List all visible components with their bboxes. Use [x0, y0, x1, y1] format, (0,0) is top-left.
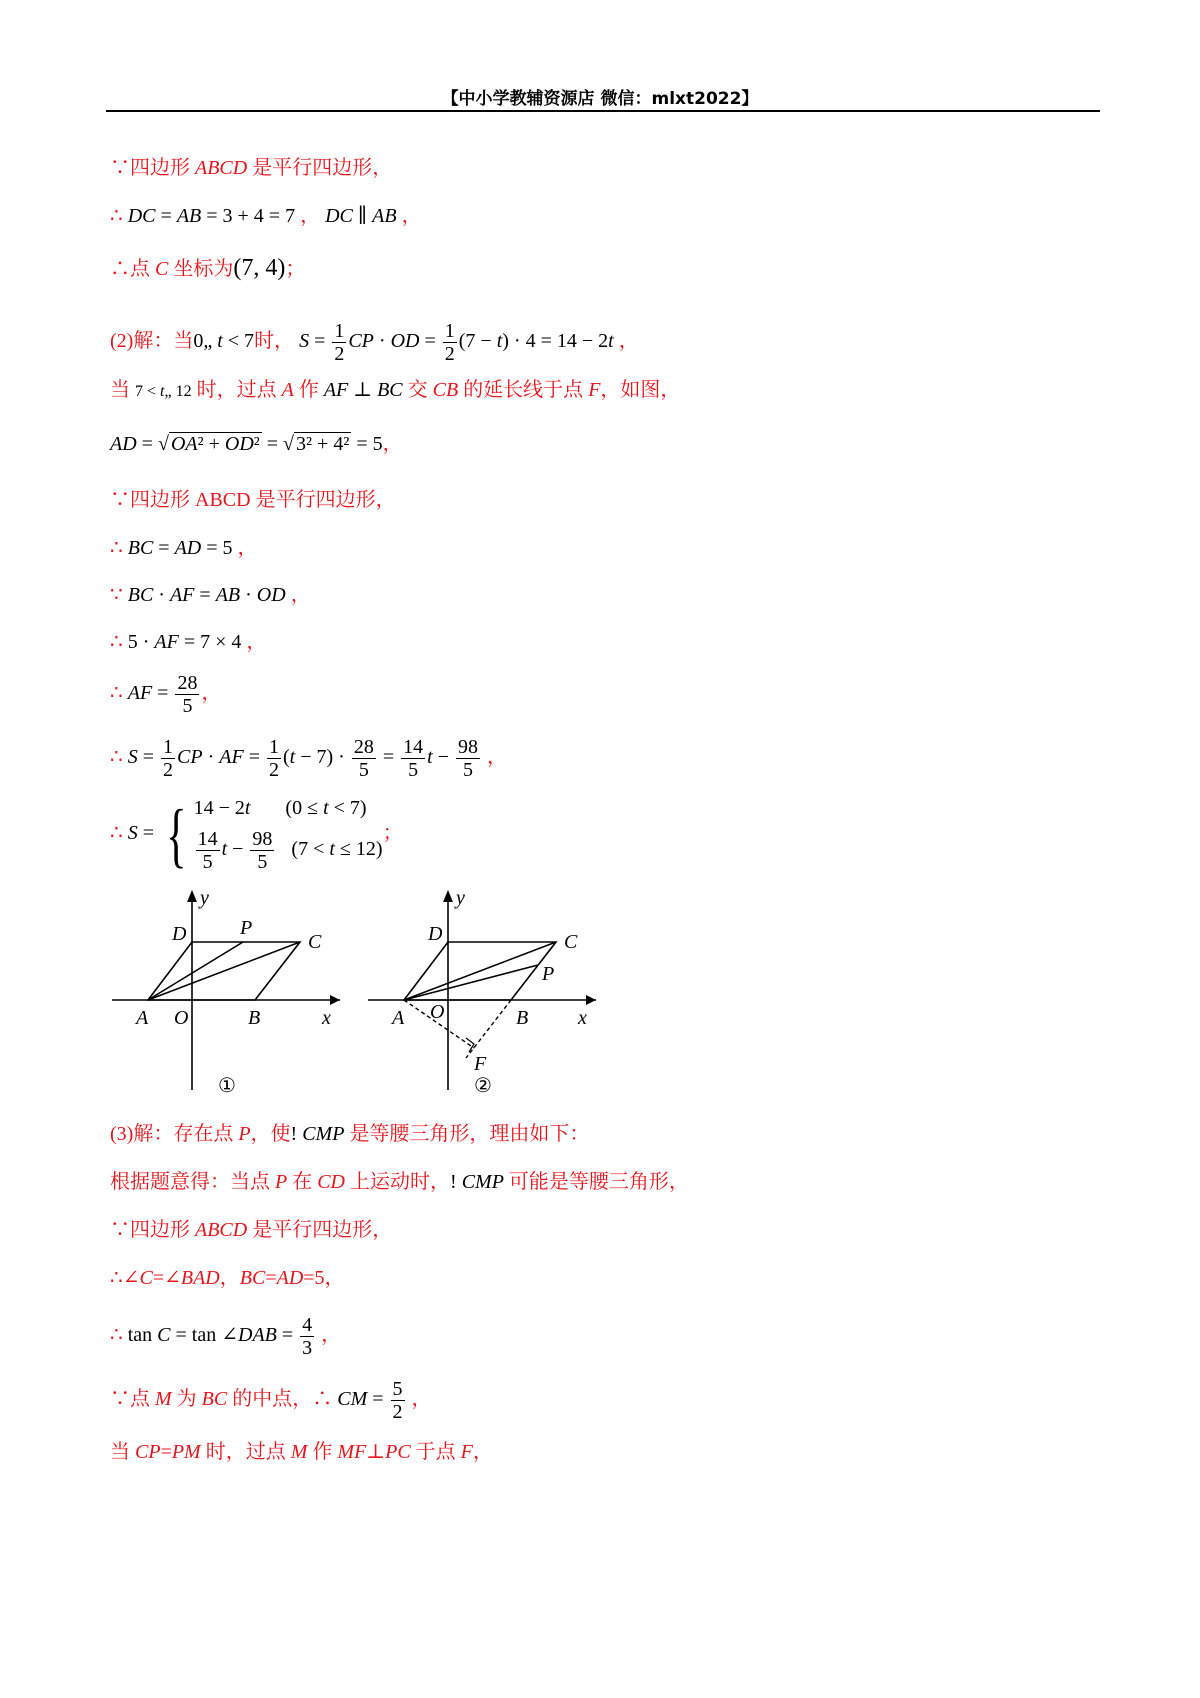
fig2-label-f: F [474, 1053, 487, 1075]
line-bc-ad: ∴ BC = AD = 5 ， [110, 537, 258, 559]
fig2-label-y: y [456, 887, 465, 909]
fig1-label-o: O [174, 1007, 189, 1029]
fig1-caption: ① [218, 1073, 236, 1097]
fig1-label-a: A [136, 1007, 149, 1029]
figure-1 [100, 880, 360, 1110]
line-part2-case2: 当 7 < t„ 12 时，过点 A 作 AF ⊥ BC 交 CB 的延长线于点 F，如图， [110, 379, 681, 401]
fig2-caption: ② [474, 1073, 492, 1097]
line-part2-s1: (2)解：当0„ t < 7时， S = $\frac{1}{2}$ CP · OD = $\frac{1}{2}$ (7 − t) · 4 = 14 − 2t ， [110, 320, 639, 365]
line-part3-reason: 根据题意得：当点 P 在 CD 上运动时，! CMP 可能是等腰三角形， [110, 1171, 689, 1193]
line-area-eq: ∵ BC · AF = AB · OD ， [110, 584, 311, 606]
line-dc-ab: ∴ DC = AB = 3 + 4 = 7 ， DC ∥ AB ， [110, 205, 422, 227]
header-rule [106, 110, 1100, 112]
line-s-piecewise: ∴ S = { 14 − 2t (0 ≤ t < 7) $\frac{14}{5}$ t − $\frac{98}{5}$ (7 < t ≤ 12) ； [110, 794, 403, 875]
line-parallelogram-3: ∵四边形 ABCD 是平行四边形， [110, 1219, 393, 1241]
line-cm: ∵点 M 为 BC 的中点，∴ CM = $\frac{5}{2}$ ， [110, 1378, 432, 1423]
line-5af: ∴ 5 · AF = 7 × 4 ， [110, 631, 267, 653]
line-part3-intro: (3)解：存在点 P，使! CMP 是等腰三角形，理由如下： [110, 1123, 590, 1145]
fig1-label-c: C [308, 931, 322, 953]
fig2-label-a: A [392, 1007, 405, 1029]
line-ad: AD = √ OA² + OD² = √ 3² + 4² = 5， [110, 433, 403, 455]
fig1-label-x: x [322, 1007, 331, 1029]
fig2-label-c: C [564, 931, 578, 953]
fig1-label-p: P [240, 917, 253, 939]
line-tan-c: ∴ tan C = tan ∠DAB = $\frac{4}{3}$ ， [110, 1314, 342, 1359]
fig1-label-d: D [172, 923, 187, 945]
figure-2 [356, 880, 616, 1110]
line-cp-pm: 当 CP=PM 时，过点 M 作 MF⊥PC 于点 F， [110, 1441, 493, 1463]
fig2-label-x: x [578, 1007, 587, 1029]
line-parallelogram-1: ∵四边形 ABCD 是平行四边形， [110, 157, 393, 179]
fig2-label-b: B [516, 1007, 529, 1029]
line-af-value: ∴ AF = $\frac{28}{5}$ ， [110, 672, 222, 717]
fig2-label-o: O [430, 1001, 445, 1023]
line-point-c: ∴点 C 坐标为(7, 4)； [110, 255, 306, 281]
line-angle-c: ∴∠C=∠BAD，BC=AD=5， [110, 1267, 345, 1289]
line-s-case2: ∴ S = $\frac{1}{2}$ CP · AF = $\frac{1}{2}$ (t − 7) · $\frac{28}{5}$ = $\frac{14}{5}$ t − $\frac{98}{5}$ ， [110, 736, 507, 781]
fig1-label-b: B [248, 1007, 261, 1029]
line-parallelogram-2: ∵四边形 ABCD 是平行四边形， [110, 489, 396, 511]
fig2-label-d: D [428, 923, 443, 945]
fig1-label-y: y [200, 887, 209, 909]
fig2-label-p: P [542, 963, 555, 985]
page-header: 【中小学教辅资源店 微信：mlxt2022】 [441, 89, 759, 109]
